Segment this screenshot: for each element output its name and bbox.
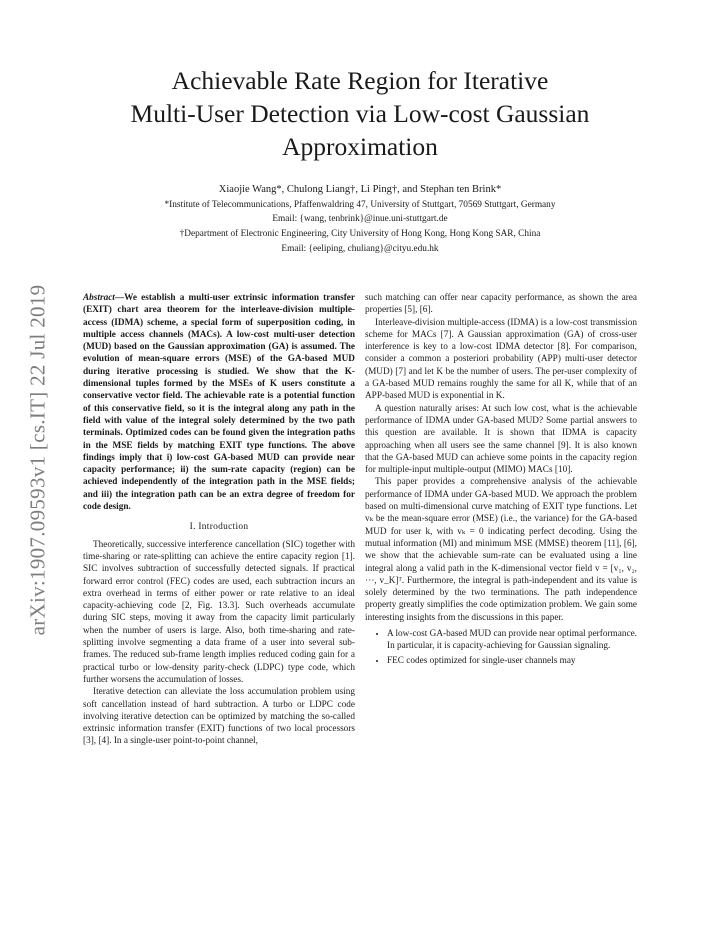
email-cityu: Email: {eeliping, chuliang}@cityu.edu.hk	[281, 244, 439, 254]
insight-list	[365, 628, 637, 667]
intro-paragraph-4: Interleave-division multiple-access (IDMA) is a low-cost transmission scheme for MACs [7]. A Gaussian approximation (GA) of cross-user interference is key to a low-cost IDMA detector [8]. For comparison, consider a common a posteriori probability (APP) multi-user detector (MUD) [7] and let K be the number of users. The per-user complexity of a GA-based MUD remains roughly the same for all K, while that of an APP-based MUD is exponential in K.	[365, 317, 637, 402]
section-heading-introduction: I. Introduction	[189, 522, 249, 533]
email-stuttgart: Email: {wang, tenbrink}@inue.uni-stuttgart.de	[272, 214, 448, 224]
intro-paragraph-3: such matching can offer near capacity performance, as shown the area properties [5], [6].	[365, 293, 637, 316]
affiliation-cityu: †Department of Electronic Engineering, City University of Hong Kong, Hong Kong SAR, China	[179, 229, 541, 239]
arxiv-identifier: arXiv:1907.09593v1 [cs.IT] 22 Jul 2019	[25, 284, 50, 636]
intro-paragraph-5: A question naturally arises: At such low cost, what is the achievable performance of IDMA under GA-based MUD? Some partial answers to this question are available. It is shown that IDMA is capacity approaching when all users see the same channel [9]. It is also known that the GA-based MUD can achieve some points in the capacity region for multiple-input multiple-output (MIMO) MACs [10].	[365, 403, 637, 476]
title-line-3: Approximation	[282, 132, 438, 161]
intro-paragraph-2: Iterative detection can alleviate the loss accumulation problem using soft cancellation instead of hard subtraction. A turbo or LDPC code involving iterative detection can be optimized by matching the so-called extrinsic information transfer (EXIT) functions of two local processors [3], [4]. In a single-user point-to-point channel,	[83, 687, 355, 747]
title-line-1: Achievable Rate Region for Iterative	[171, 66, 549, 95]
abstract	[83, 292, 355, 513]
affiliation-stuttgart: *Institute of Telecommunications, Pfaffenwaldring 47, University of Stuttgart, 70569 Stuttgart, Germany	[164, 200, 556, 210]
intro-paragraph-6: This paper provides a comprehensive analysis of the achievable performance of IDMA under GA-based MUD. We approach the problem based on multi-dimensional curve matching of EXIT type functions. Let vₖ be the mean-square error (MSE) (i.e., the variance) for the GA-based MUD for user k, with vₖ = 0 indicating perfect decoding. Using the mutual information (MI) and minimum MSE (MMSE) theorem [11], [6], we show that the achievable sum-rate can be evaluated using a line integral along a valid path in the K-dimensional vector field v = [v₁, v₂, ⋯, v_K]ᵀ. Furthermore, the integral is path-independent and its value is solely determined by the two terminations. The path independence property greatly simplifies the code optimization problem. We gain some interesting insights from the discussions in this paper.	[365, 477, 637, 623]
abstract-label: Abstract	[83, 293, 115, 303]
insight-bullet-1: • A low-cost GA-based MUD can provide near optimal performance. In particular, it is capacity-achieving for Gaussian signaling.	[387, 628, 637, 653]
intro-paragraph-1: Theoretically, successive interference cancellation (SIC) together with time-sharing or rate-splitting can achieve the entire capacity region [1]. SIC involves subtraction of successfully detected signals. If practical forward error control (FEC) codes are used, each subtraction incurs an extra overhead in terms of either power or rate relative to an ideal capacity-achieving code [2, Fig. 13.3]. Such overheads accumulate during SIC steps, moving it away from the capacity limit particularly when the number of users is large. Also, both time-sharing and rate-splitting involve segmenting a data frame of a user into several sub-frames. The reduced sub-frame length implies reduced coding gain for a practical turbo or low-density parity-check (LDPC) type code, which further worsens the accumulation of losses.	[83, 539, 355, 685]
author-list: Xiaojie Wang*, Chulong Liang†, Li Ping†, and Stephan ten Brink*	[218, 184, 502, 195]
paper-title	[60, 64, 660, 163]
left-column	[83, 292, 355, 748]
abstract-text: —We establish a multi-user extrinsic information transfer (EXIT) chart area theorem for the interleave-division multiple-access (IDMA) scheme, a special form of superposition coding, in multiple access channels (MACs). A low-cost multi-user detection (MUD) based on the Gaussian approximation (GA) is assumed. The evolution of mean-square errors (MSE) of the GA-based MUD during iterative processing is studied. We show that the K-dimensional tuples formed by the MSEs of K users constitute a conservative vector field. The achievable rate is a potential function of this conservative field, so it is the integral along any path in the field with value of the integral solely determined by the two path terminals. Optimized codes can be found given the integration paths in the MSE fields by matching EXIT type functions. The above findings imply that i) low-cost GA-based MUD can provide near capacity performance; ii) the sum-rate capacity (region) can be achieved independently of the integration path in the MSE fields; and iii) the integration path can be an extra degree of freedom for code design.	[83, 293, 355, 513]
right-column	[365, 292, 637, 669]
title-line-2: Multi-User Detection via Low-cost Gaussian	[130, 99, 590, 128]
insight-bullet-2: • FEC codes optimized for single-user channels may	[387, 655, 637, 667]
